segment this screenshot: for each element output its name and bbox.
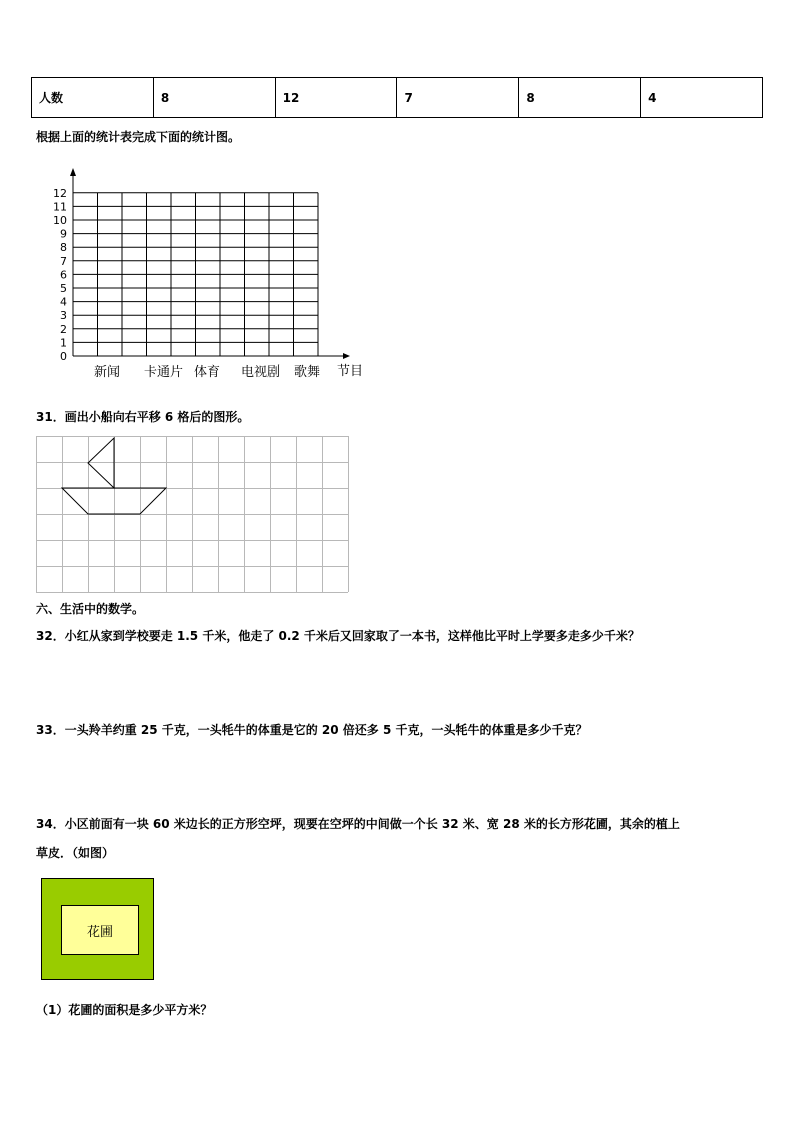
category-label: 新闻 <box>94 365 121 380</box>
question-34-line1: 34．小区前面有一块 60 米边长的正方形空坪，现要在空坪的中间做一个长 32 米、宽 28 米的长方形花圃，其余的植上 <box>36 817 680 831</box>
question-32: 32．小红从家到学校要走 1.5 千米，他走了 0.2 千米后又回家取了一本书，这样他比平时上学要多走多少千米？ <box>36 629 640 643</box>
grid-lines <box>36 436 349 593</box>
category-label: 卡通片 <box>144 365 184 380</box>
table-cell: 8 <box>153 78 275 118</box>
y-tick-label: 6 <box>60 268 67 282</box>
section-title: 六、生活中的数学。 <box>36 602 145 616</box>
y-tick-label: 9 <box>60 227 67 241</box>
category-label: 歌舞 <box>294 365 321 380</box>
y-tick-label: 8 <box>60 241 67 255</box>
question-34-line2: 草皮．（如图） <box>36 846 115 860</box>
bar-chart <box>0 160 380 390</box>
table-cell: 4 <box>641 78 763 118</box>
y-tick-label: 2 <box>60 322 67 336</box>
chart-categories <box>94 364 320 380</box>
y-tick-label: 11 <box>53 200 67 214</box>
x-axis-arrow <box>343 353 350 359</box>
category-label: 体育 <box>194 365 221 380</box>
question-31: 31．画出小船向右平移 6 格后的图形。 <box>36 410 250 424</box>
y-tick-label: 12 <box>53 186 67 200</box>
chart-y-ticks <box>53 187 67 363</box>
table-row <box>32 78 763 118</box>
question-34-sub1: （1）花圃的面积是多少平方米？ <box>36 1003 213 1017</box>
boat-grid <box>36 436 350 594</box>
table-cell: 12 <box>275 78 397 118</box>
garden-rectangle <box>61 905 139 955</box>
y-tick-label: 4 <box>60 295 67 309</box>
chart-instruction: 根据上面的统计表完成下面的统计图。 <box>36 130 241 144</box>
y-tick-label: 0 <box>60 350 67 363</box>
garden-label: 花圃 <box>86 924 113 940</box>
x-axis-label: 节目 <box>337 364 364 379</box>
row-label: 人数 <box>32 78 154 118</box>
table-cell: 7 <box>397 78 519 118</box>
question-33: 33．一头羚羊约重 25 千克，一头牦牛的体重是它的 20 倍还多 5 千克，一头牦牛的体重是多少千克？ <box>36 723 588 737</box>
chart-grid <box>73 193 318 356</box>
y-tick-label: 3 <box>60 309 67 323</box>
y-tick-label: 10 <box>53 214 67 227</box>
stats-table <box>31 77 763 118</box>
y-tick-label: 5 <box>60 282 67 295</box>
chart-axes <box>70 168 350 359</box>
category-label: 电视剧 <box>241 365 281 380</box>
y-axis-arrow <box>70 168 76 176</box>
y-tick-label: 7 <box>60 254 67 268</box>
lawn-square <box>41 878 154 980</box>
y-tick-label: 1 <box>60 336 67 350</box>
table-cell: 8 <box>519 78 641 118</box>
